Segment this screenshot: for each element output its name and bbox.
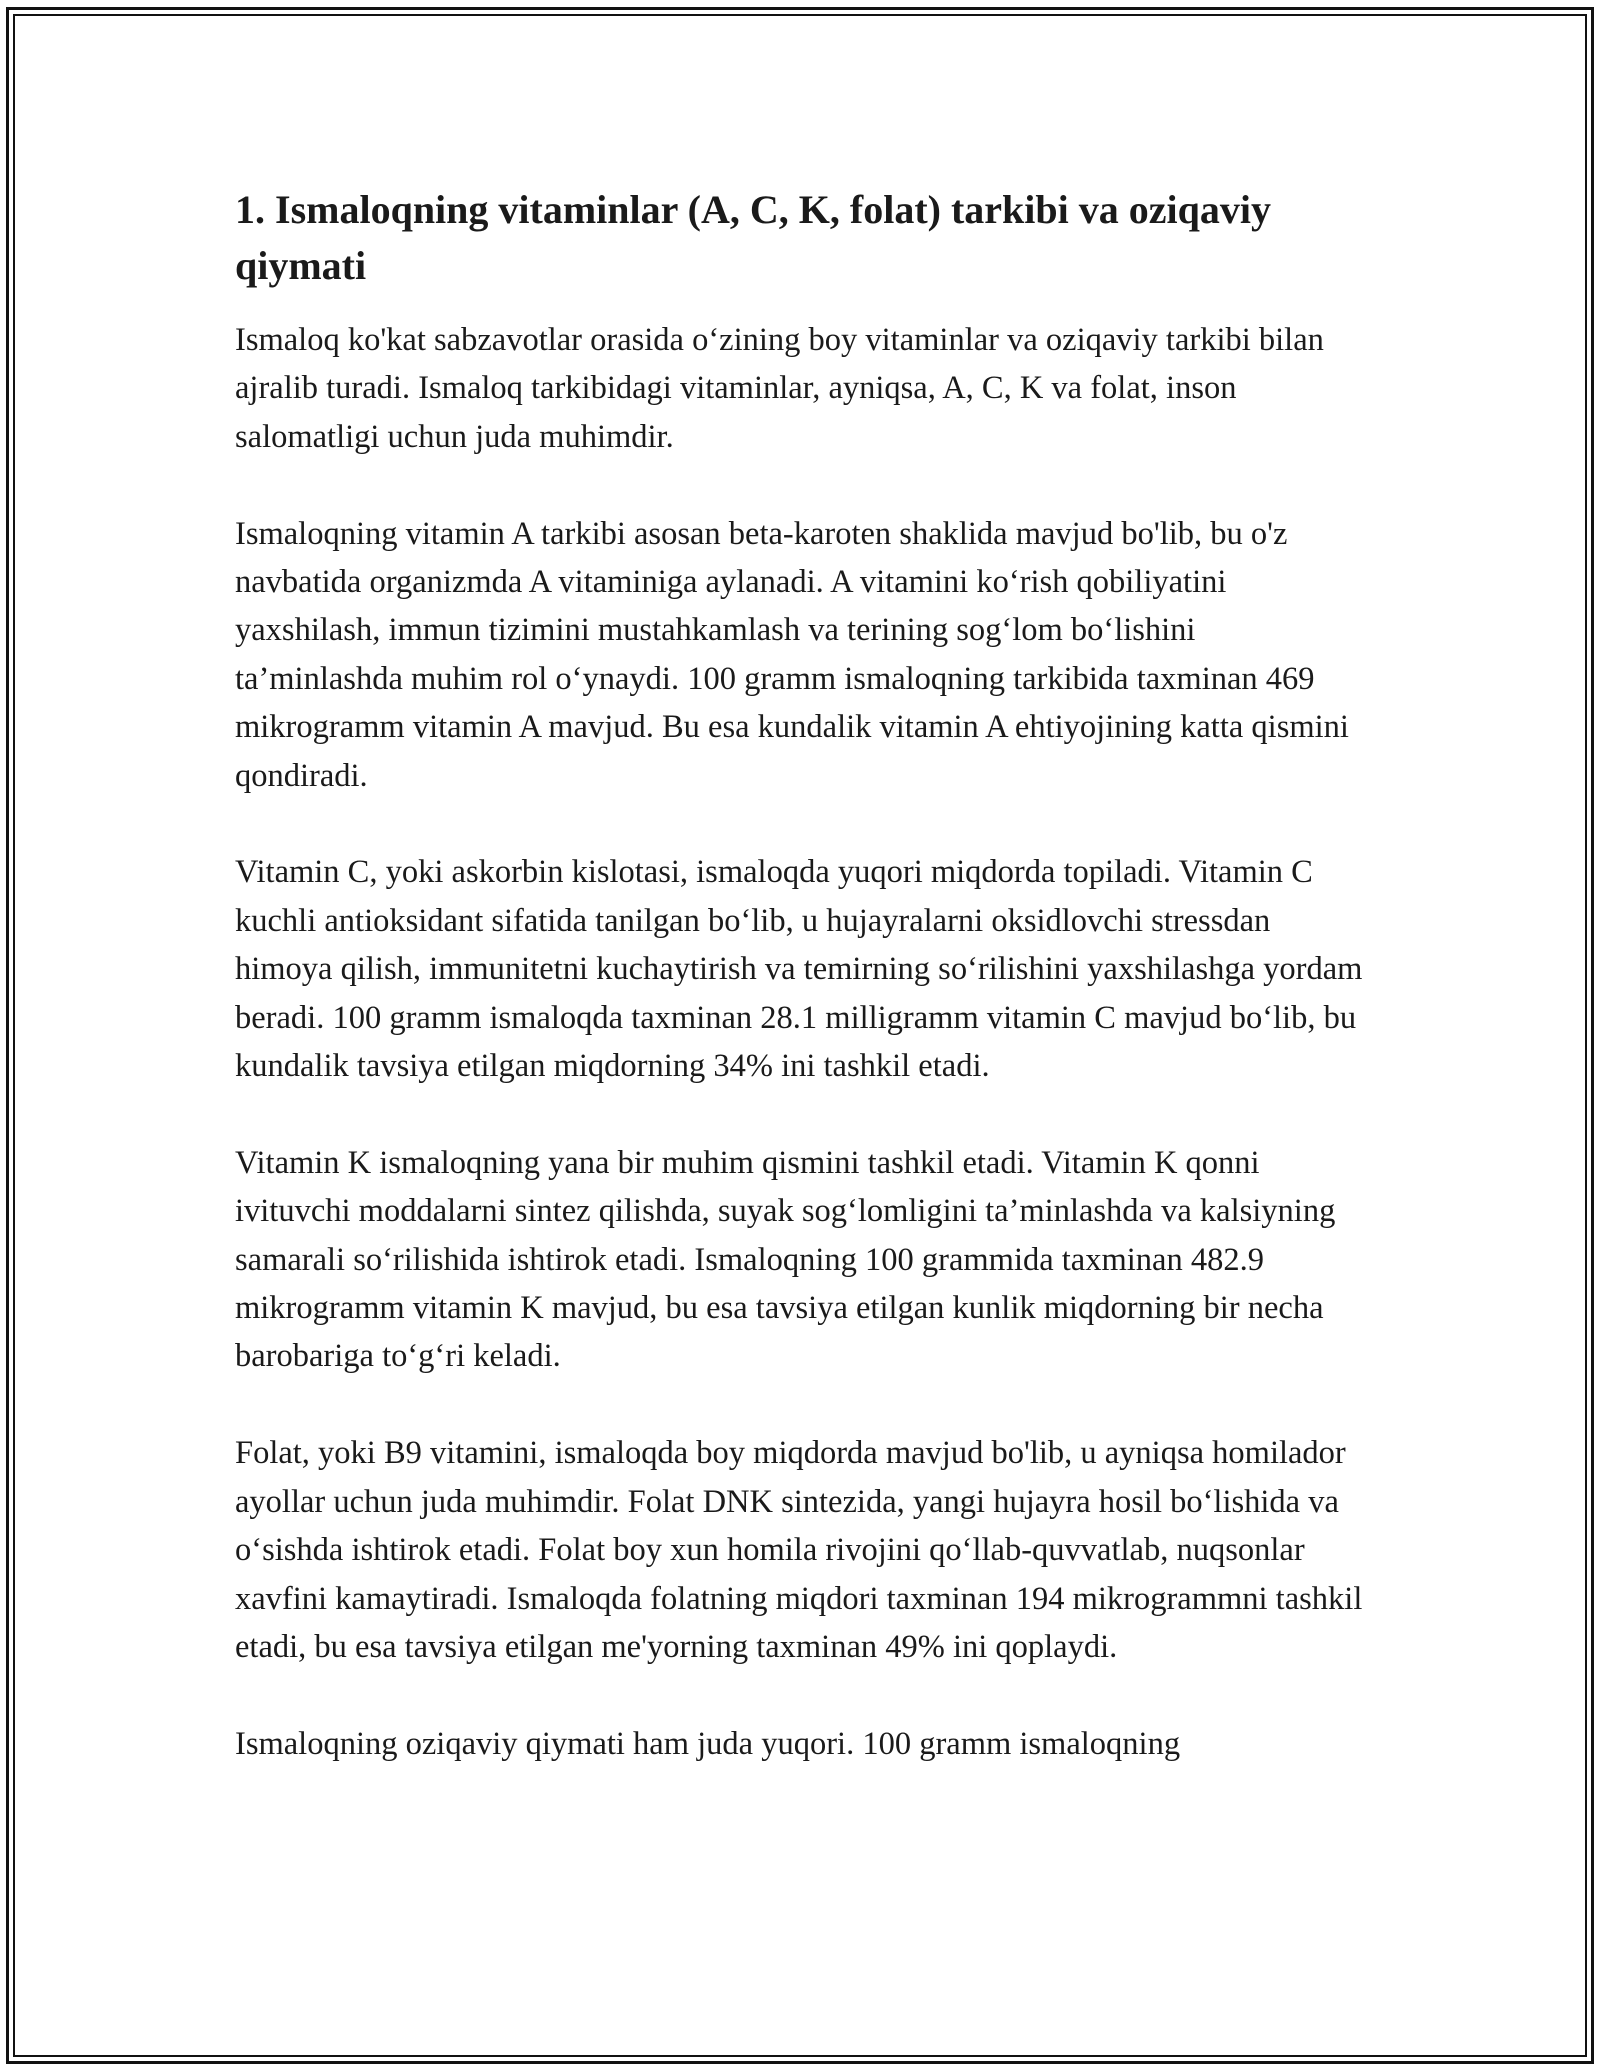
paragraph-vitamin-k: Vitamin K ismaloqning yana bir muhim qismini tashkil etadi. Vitamin K qonni ivituvchi moddalarni sintez qilishda, suyak sog‘lomligini ta’minlashda va kalsiyning samarali so‘rilishida ishtirok etadi. Ismaloqning 100 grammida taxminan 482.9 mikrogramm vitamin K mavjud, bu esa tavsiya etilgan kunlik miqdorning bir necha barobariga to‘g‘ri keladi. — [235, 1144, 1336, 1375]
document-page — [235, 182, 1370, 1817]
paragraph-intro: Ismaloq ko'kat sabzavotlar orasida o‘zining boy vitaminlar va oziqaviy tarkibi bilan ajralib turadi. Ismaloq tarkibidagi vitaminlar, ayniqsa, A, C, K va folat, inson salomatligi uchun juda muhimdir. — [235, 322, 1324, 455]
section-heading: 1. Ismaloqning vitaminlar (A, C, K, folat) tarkibi va oziqaviy qiymati — [235, 187, 1271, 288]
paragraph-nutrition: Ismaloqning oziqaviy qiymati ham juda yuqori. 100 gramm ismaloqning — [235, 1725, 1181, 1762]
paragraph-vitamin-a: Ismaloqning vitamin A tarkibi asosan beta-karoten shaklida mavjud bo'lib, bu o'z navbatida organizmda A vitaminiga aylanadi. A vitamini ko‘rish qobiliyatini yaxshilash, immun tizimini mustahkamlash va terining sog‘lom bo‘lishini ta’minlashda muhim rol o‘ynaydi. 100 gramm ismaloqning tarkibida taxminan 469 mikrogramm vitamin A mavjud. Bu esa kundalik vitamin A ehtiyojining katta qismini qondiradi. — [235, 515, 1349, 794]
paragraph-vitamin-c: Vitamin C, yoki askorbin kislotasi, ismaloqda yuqori miqdorda topiladi. Vitamin C kuchli antioksidant sifatida tanilgan bo‘lib, u hujayralarni oksidlovchi stressdan himoya qilish, immunitetni kuchaytirish va temirning so‘rilishini yaxshilashga yordam beradi. 100 gramm ismaloqda taxminan 28.1 milligramm vitamin C mavjud bo‘lib, bu kundalik tavsiya etilgan miqdorning 34% ini tashkil etadi. — [235, 854, 1363, 1085]
paragraph-folate: Folat, yoki B9 vitamini, ismaloqda boy miqdorda mavjud bo'lib, u ayniqsa homilador ayollar uchun juda muhimdir. Folat DNK sintezida, yangi hujayra hosil bo‘lishida va o‘sishda ishtirok etadi. Folat boy xun homila rivojini qo‘llab-quvvatlab, nuqsonlar xavfini kamaytiradi. Ismaloqda folatning miqdori taxminan 194 mikrogrammni tashkil etadi, bu esa tavsiya etilgan me'yorning taxminan 49% ini qoplaydi. — [235, 1435, 1363, 1665]
